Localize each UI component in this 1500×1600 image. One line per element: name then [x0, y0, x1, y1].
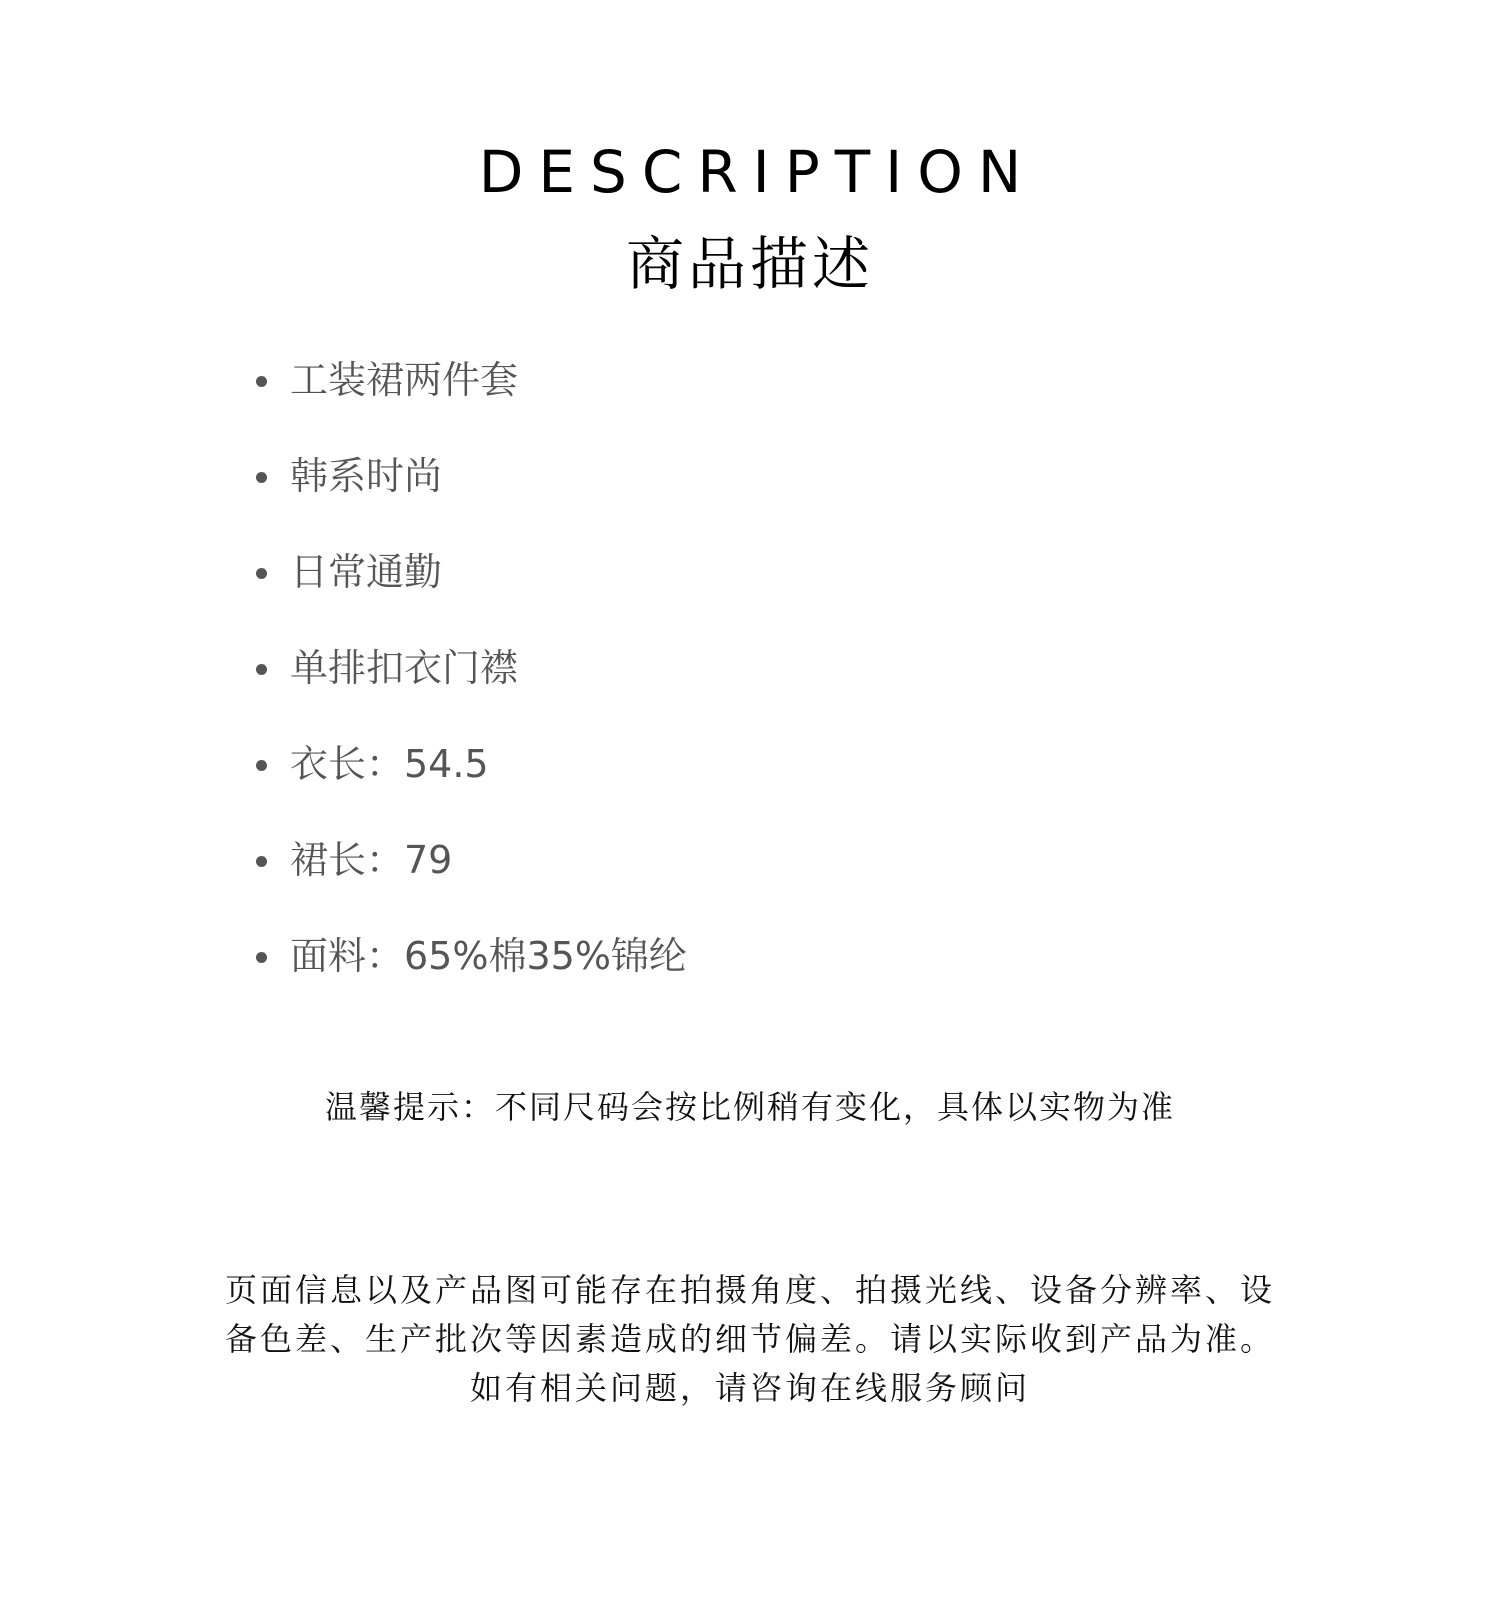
bullet-icon [256, 472, 267, 483]
bullet-icon [256, 664, 267, 675]
feature-text: 单排扣衣门襟 [290, 646, 519, 690]
disclaimer-line: 如有相关问题，请咨询在线服务顾问 [469, 1369, 1030, 1407]
feature-text: 衣长：54.5 [290, 742, 489, 786]
disclaimer [150, 1266, 1350, 1413]
bullet-icon [256, 760, 267, 771]
feature-text: 韩系时尚 [290, 454, 443, 498]
feature-text: 工装裙两件套 [290, 358, 519, 402]
disclaimer-line: 页面信息以及产品图可能存在拍摄角度、拍摄光线、设备分辨率、设 [224, 1271, 1275, 1309]
bullet-icon [256, 952, 267, 963]
feature-item [256, 832, 687, 928]
feature-item [256, 736, 687, 832]
feature-item [256, 544, 687, 640]
feature-text: 日常通勤 [290, 550, 443, 594]
feature-item [256, 352, 687, 448]
feature-text: 面料：65%棉35%锦纶 [290, 934, 687, 978]
disclaimer-line: 备色差、生产批次等因素造成的细节偏差。请以实际收到产品为准。 [224, 1320, 1275, 1358]
feature-list [256, 352, 687, 1024]
feature-item [256, 928, 687, 1024]
section-title-zh: 商品描述 [625, 230, 874, 298]
bullet-icon [256, 856, 267, 867]
bullet-icon [256, 568, 267, 579]
feature-item [256, 448, 687, 544]
feature-item [256, 640, 687, 736]
bullet-icon [256, 376, 267, 387]
section-title-en: DESCRIPTION [478, 138, 1037, 206]
size-notice: 温馨提示：不同尺码会按比例稍有变化，具体以实物为准 [324, 1088, 1175, 1126]
feature-text: 裙长：79 [290, 838, 453, 882]
